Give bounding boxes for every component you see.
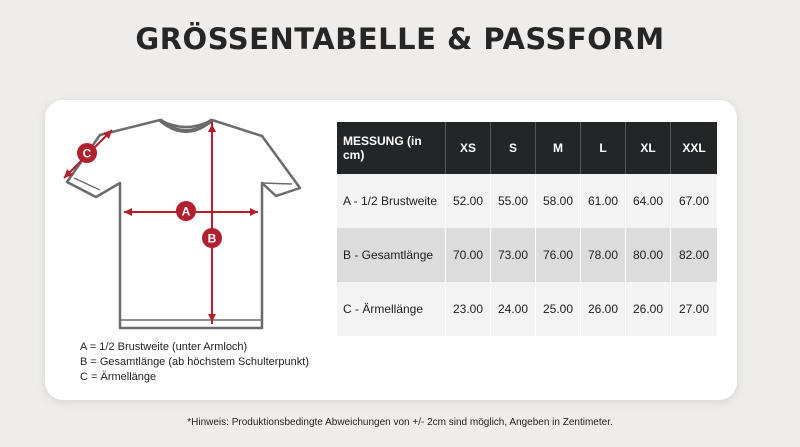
- header-xl: XL: [626, 122, 671, 174]
- table-cell: 78.00: [581, 228, 626, 282]
- table-cell: 26.00: [581, 282, 626, 336]
- legend-item-a: A = 1/2 Brustweite (unter Armloch): [80, 341, 248, 353]
- table-cell: 24.00: [491, 282, 536, 336]
- legend-item-c: C = Ärmellänge: [80, 371, 157, 383]
- table-cell: 76.00: [536, 228, 581, 282]
- header-xs: XS: [446, 122, 491, 174]
- table-cell: 27.00: [671, 282, 718, 336]
- row-label: C - Ärmellänge: [337, 282, 446, 336]
- header-xxl: XXL: [671, 122, 718, 174]
- footnote: *Hinweis: Produktionsbedingte Abweichungen von +/- 2cm sind möglich, Angeben in Zentimeter.: [187, 417, 613, 428]
- header-m: M: [536, 122, 581, 174]
- table-cell: 23.00: [446, 282, 491, 336]
- legend-item-b: B = Gesamtlänge (ab höchstem Schulterpunkt): [80, 356, 309, 368]
- table-cell: 26.00: [626, 282, 671, 336]
- table-header-row: [337, 122, 717, 174]
- table-cell: 82.00: [671, 228, 718, 282]
- header-s: S: [491, 122, 536, 174]
- table-cell: 67.00: [671, 174, 718, 228]
- header-l: L: [581, 122, 626, 174]
- measurement-legend: [80, 340, 309, 385]
- table-row: [337, 228, 717, 282]
- table-cell: 64.00: [626, 174, 671, 228]
- label-c-text: C: [82, 146, 92, 161]
- tshirt-diagram: [58, 108, 318, 340]
- table-cell: 61.00: [581, 174, 626, 228]
- table-cell: 52.00: [446, 174, 491, 228]
- table-cell: 70.00: [446, 228, 491, 282]
- table-row: [337, 282, 717, 336]
- row-label: B - Gesamtlänge: [337, 228, 446, 282]
- page-title: GRÖSSENTABELLE & PASSFORM: [135, 22, 665, 56]
- label-b-text: B: [207, 231, 217, 246]
- table-cell: 80.00: [626, 228, 671, 282]
- size-table: [337, 122, 717, 336]
- tshirt-outline: [67, 120, 300, 328]
- table-cell: 73.00: [491, 228, 536, 282]
- table-cell: 58.00: [536, 174, 581, 228]
- table-cell: 55.00: [491, 174, 536, 228]
- table-cell: 25.00: [536, 282, 581, 336]
- table-row: [337, 174, 717, 228]
- row-label: A - 1/2 Brustweite: [337, 174, 446, 228]
- header-measurement: MESSUNG (in cm): [337, 122, 446, 174]
- label-a-text: A: [181, 204, 191, 219]
